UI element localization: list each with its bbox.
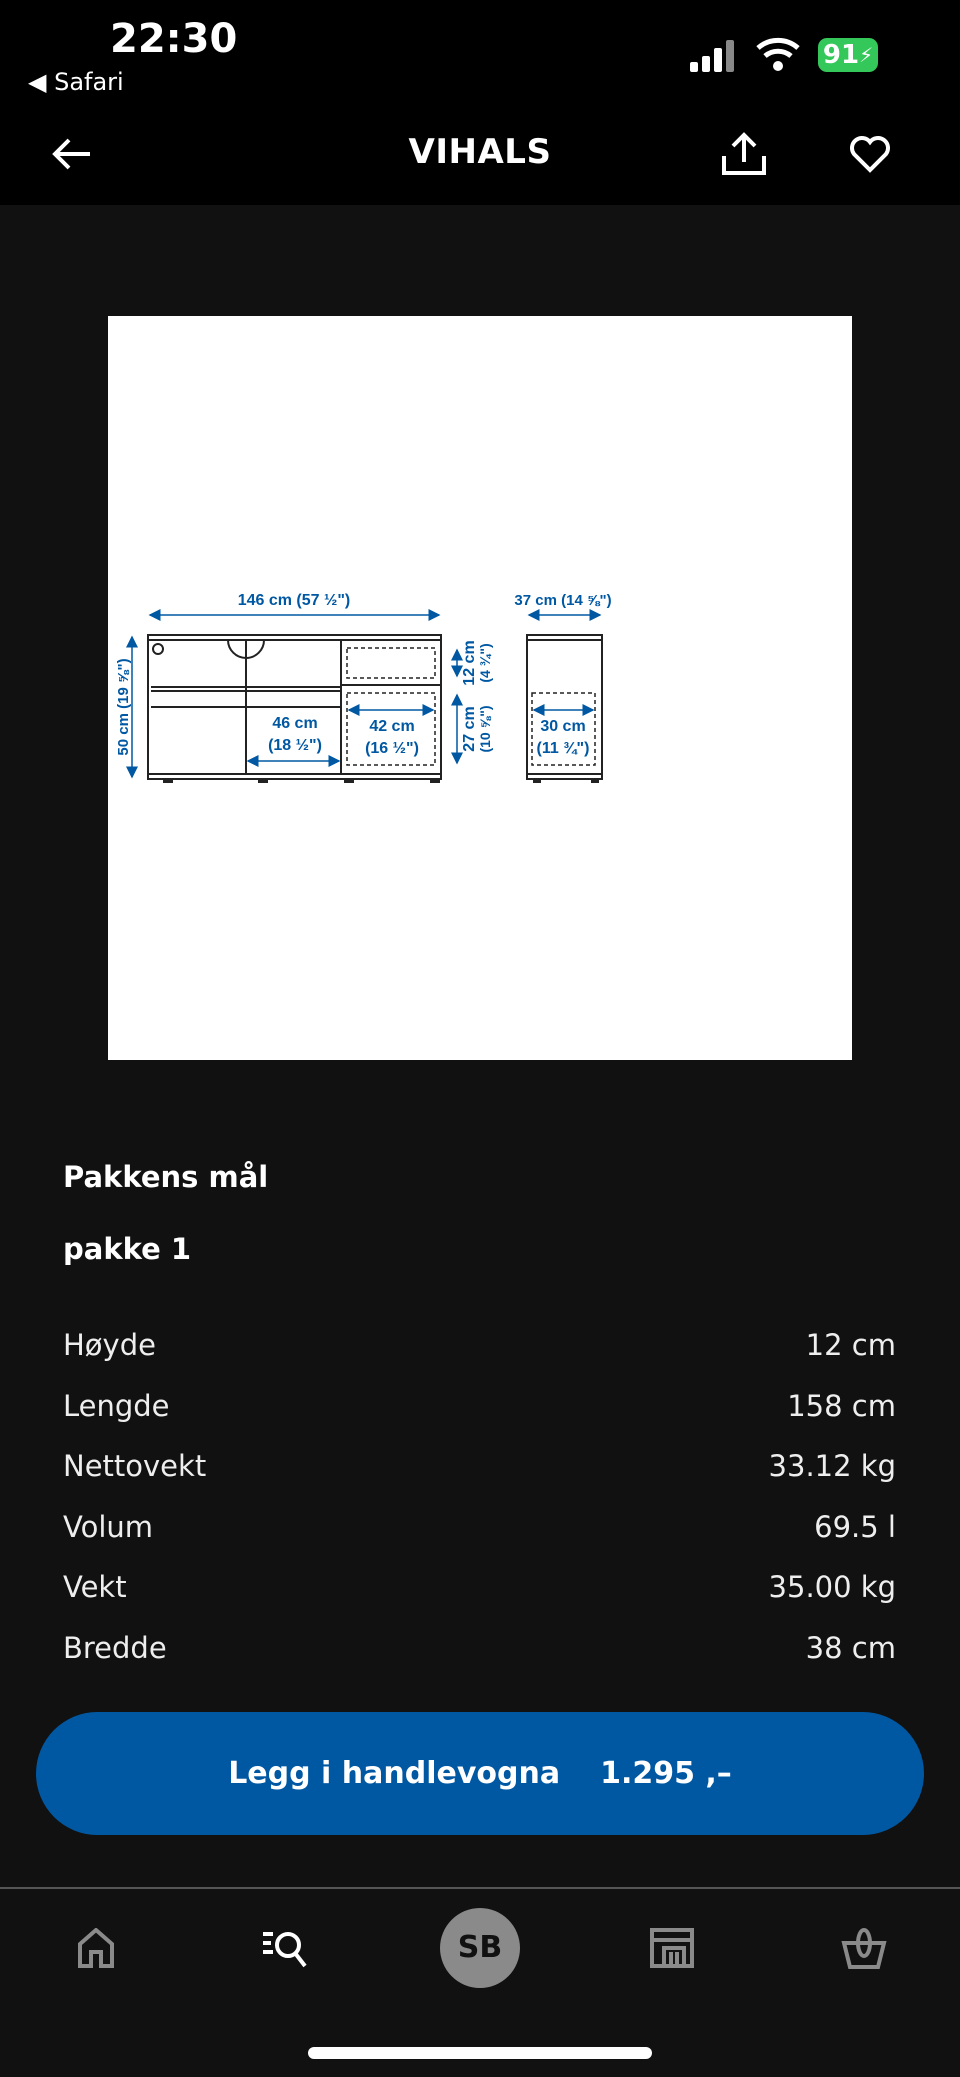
nav-search[interactable] — [243, 1905, 333, 1990]
spec-value: 35.00 kg — [768, 1570, 896, 1604]
spec-label: Volum — [63, 1510, 154, 1544]
depth-label: 37 cm (14 ⅝") — [514, 592, 612, 609]
spec-value: 69.5 l — [814, 1510, 896, 1544]
spec-value: 12 cm — [805, 1328, 896, 1362]
spec-row-length — [63, 1381, 896, 1431]
dimension-drawing — [108, 316, 852, 1060]
top-drawer-height-in: (4 ¾") — [477, 643, 493, 683]
spec-value: 33.12 kg — [768, 1449, 896, 1483]
spec-value: 158 cm — [787, 1389, 896, 1423]
width-label: 146 cm (57 ½") — [237, 592, 351, 609]
drawer-width-cm: 42 cm — [369, 718, 415, 735]
signal-icon — [690, 40, 738, 72]
home-icon — [76, 1928, 116, 1968]
wifi-icon — [756, 36, 800, 72]
spec-label: Vekt — [63, 1570, 127, 1604]
nav-store[interactable] — [627, 1905, 717, 1990]
back-to-safari[interactable]: ◀ Safari — [28, 68, 124, 96]
bottom-drawer-height-in: (10 ⅝") — [477, 705, 493, 753]
status-time: 22:30 — [110, 16, 238, 62]
drawer-width-in: (16 ½") — [365, 740, 419, 757]
search-list-icon — [261, 1928, 315, 1968]
spec-label: Lengde — [63, 1389, 170, 1423]
share-button[interactable] — [714, 124, 774, 184]
spec-row-width — [63, 1623, 896, 1673]
spec-row-weight — [63, 1562, 896, 1612]
spec-value: 38 cm — [805, 1631, 896, 1665]
nav-divider — [0, 1887, 960, 1889]
store-icon — [650, 1928, 694, 1968]
spec-row-height — [63, 1320, 896, 1370]
page-title: VIHALS — [408, 132, 552, 172]
nav-profile[interactable] — [435, 1905, 525, 1990]
shelf-width-cm: 46 cm — [272, 715, 318, 732]
top-drawer-height-cm: 12 cm — [461, 640, 478, 686]
spec-row-volume — [63, 1502, 896, 1552]
heart-icon — [848, 134, 892, 174]
height-label: 50 cm (19 ⅝") — [115, 658, 132, 756]
home-indicator[interactable] — [308, 2047, 652, 2059]
shelf-width-in: (18 ½") — [268, 737, 322, 754]
spec-row-net-weight — [63, 1441, 896, 1491]
spec-label: Høyde — [63, 1328, 156, 1362]
price: 1.295 ,– — [600, 1756, 732, 1791]
battery-indicator: 91 ⚡ — [818, 38, 878, 72]
bottom-drawer-height-cm: 27 cm — [461, 706, 478, 752]
battery-level: 91 — [822, 40, 860, 70]
spec-label: Nettovekt — [63, 1449, 207, 1483]
basket-icon — [841, 1927, 887, 1969]
favorite-button[interactable] — [840, 124, 900, 184]
nav-cart[interactable] — [819, 1905, 909, 1990]
spec-label: Bredde — [63, 1631, 167, 1665]
avatar: SB — [440, 1908, 520, 1988]
nav-home[interactable] — [51, 1905, 141, 1990]
drawer-depth-in: (11 ¾") — [536, 740, 590, 757]
add-to-cart-button[interactable] — [36, 1712, 924, 1835]
product-dimension-image[interactable] — [108, 316, 852, 1060]
package-subheading: pakke 1 — [63, 1232, 192, 1266]
bottom-nav — [0, 1905, 960, 1990]
status-bar — [0, 0, 960, 205]
package-dimensions-heading: Pakkens mål — [63, 1160, 269, 1194]
drawer-depth-cm: 30 cm — [540, 718, 586, 735]
share-icon — [720, 132, 768, 176]
add-to-cart-label: Legg i handlevogna — [228, 1756, 561, 1791]
